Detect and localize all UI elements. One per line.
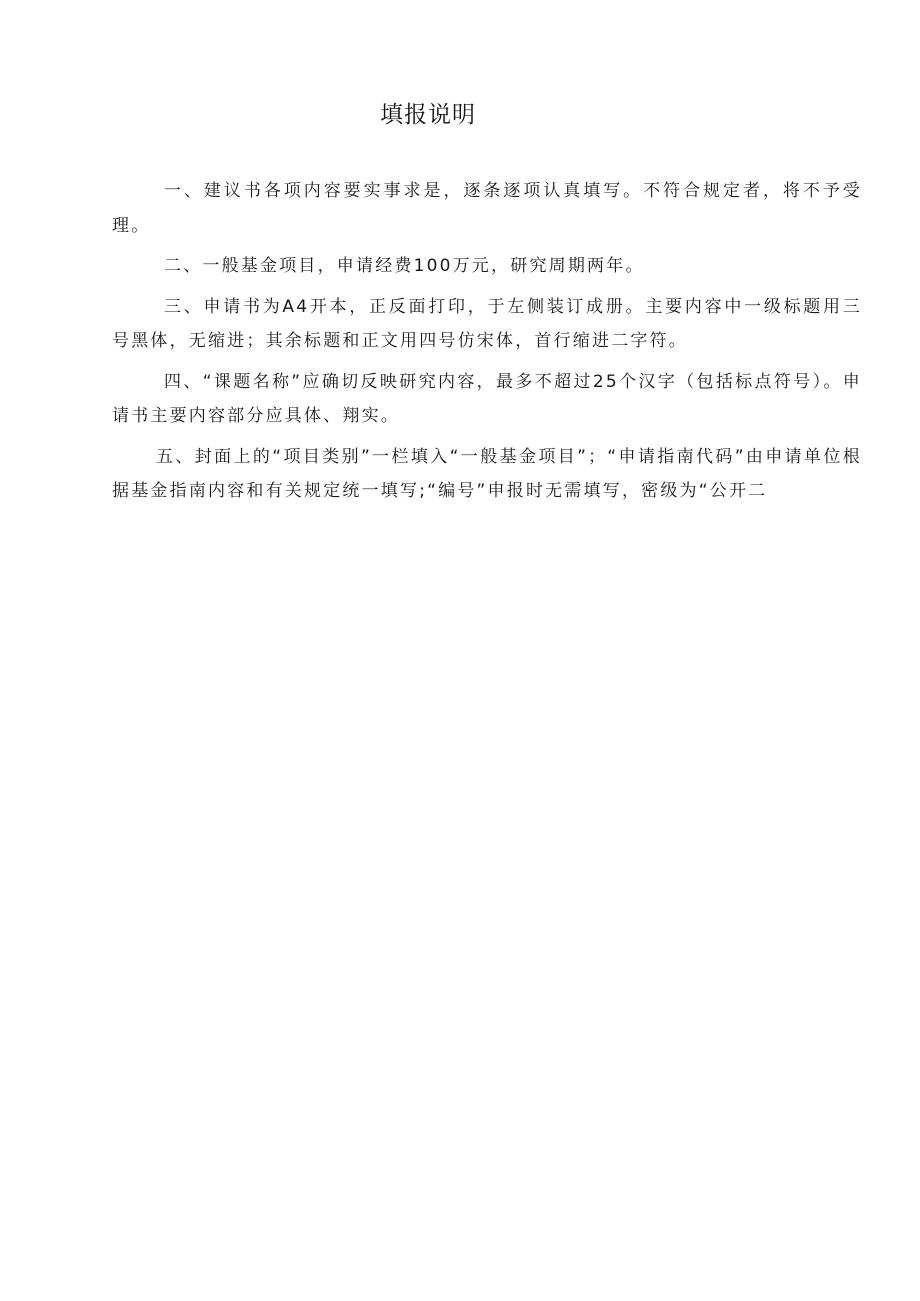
document-body bbox=[112, 174, 862, 515]
paragraph-3: 三、申请书为A4开本，正反面打印，于左侧装订成册。主要内容中一级标题用三号黑体，无缩进；其余标题和正文用四号仿宋体，首行缩进二字符。 bbox=[112, 296, 862, 351]
paragraph-2: 二、一般基金项目，申请经费100万元，研究周期两年。 bbox=[164, 256, 645, 276]
paragraph-4: 四、“课题名称”应确切反映研究内容，最多不超过25个汉字（包括标点符号）。申请书主要内容部分应具体、翔实。 bbox=[112, 371, 862, 426]
document-title: 填报说明 bbox=[380, 102, 476, 128]
paragraph-5: 五、封面上的“项目类别”一栏填入“一般基金项目”；“申请指南代码”由申请单位根据基金指南内容和有关规定统一填写;“编号”申报时无需填写，密级为“公开二 bbox=[112, 446, 862, 501]
paragraph-1: 一、建议书各项内容要实事求是，逐条逐项认真填写。不符合规定者，将不予受理。 bbox=[112, 181, 862, 236]
